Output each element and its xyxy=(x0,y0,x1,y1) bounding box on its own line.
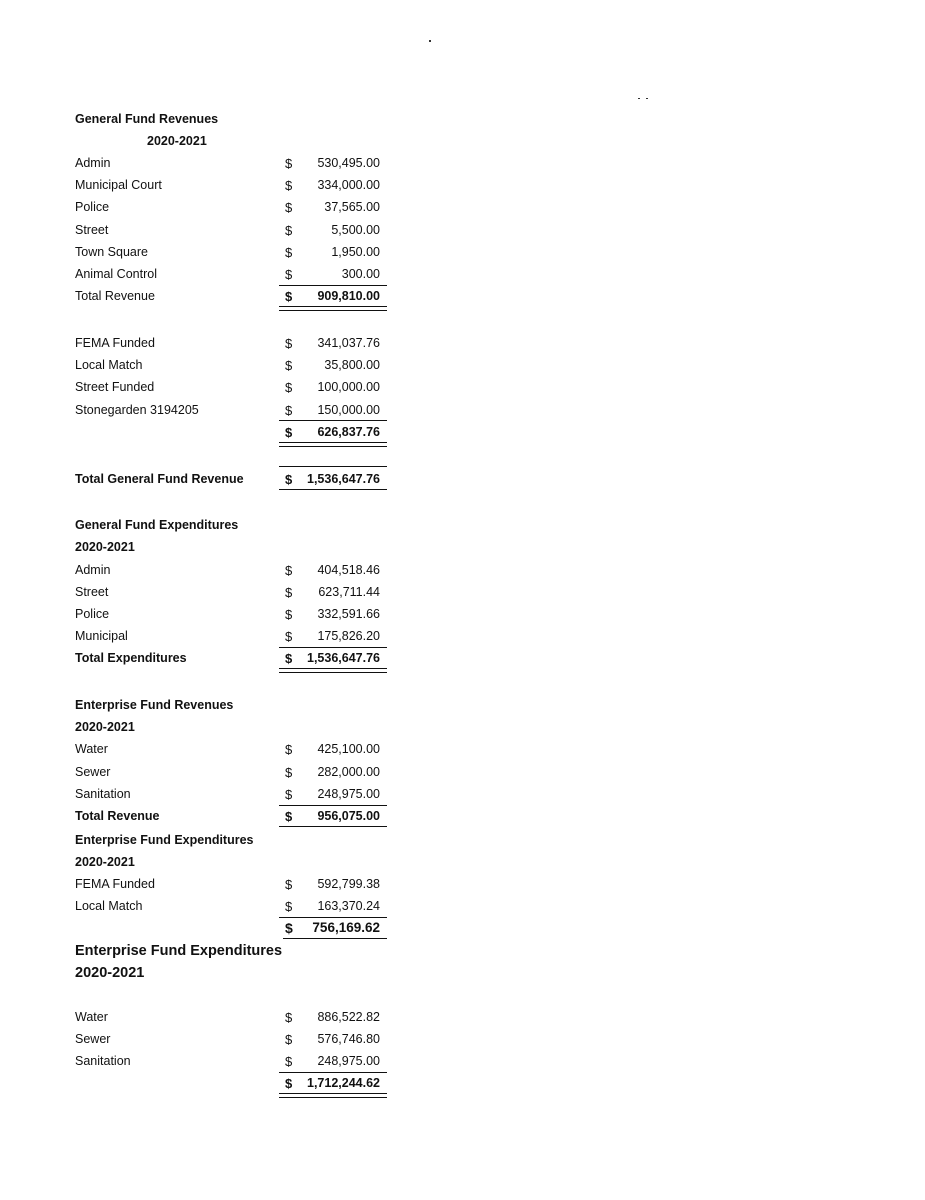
row-amount: 425,100.00 xyxy=(317,742,380,756)
row-amount: 248,975.00 xyxy=(317,787,380,801)
subtotal-rule xyxy=(279,1072,387,1073)
currency-symbol: $ xyxy=(285,223,293,238)
total-label: Total Expenditures xyxy=(75,651,187,665)
currency-symbol: $ xyxy=(285,156,293,171)
total-label: Total Revenue xyxy=(75,289,155,303)
row-amount: 886,522.82 xyxy=(317,1010,380,1024)
section-title: Enterprise Fund Revenues xyxy=(75,698,234,712)
row-amount: 334,000.00 xyxy=(317,178,380,192)
section-year: 2020-2021 xyxy=(147,134,207,148)
row-label: Animal Control xyxy=(75,267,157,281)
row-label: Police xyxy=(75,200,110,214)
row-amount: 37,565.00 xyxy=(324,200,380,214)
total-amount: 626,837.76 xyxy=(317,425,380,439)
currency-symbol: $ xyxy=(285,563,293,578)
row-label: Town Square xyxy=(75,245,148,259)
section-title: General Fund Expenditures xyxy=(75,518,239,532)
row-label: Sewer xyxy=(75,1032,111,1046)
currency-symbol: $ xyxy=(285,899,293,914)
row-label: FEMA Funded xyxy=(75,877,155,891)
section-year: 2020-2021 xyxy=(75,540,135,554)
total-amount: 1,536,647.76 xyxy=(307,651,380,665)
currency-symbol: $ xyxy=(285,877,293,892)
row-amount: 248,975.00 xyxy=(317,1054,380,1068)
section-title: General Fund Revenues xyxy=(75,112,219,126)
row-amount: 1,950.00 xyxy=(331,245,380,259)
currency-symbol: $ xyxy=(285,787,293,802)
row-amount: 35,800.00 xyxy=(324,358,380,372)
scan-speck xyxy=(638,98,640,99)
row-label: Local Match xyxy=(75,899,143,913)
currency-symbol: $ xyxy=(285,289,293,304)
row-amount: 404,518.46 xyxy=(317,563,380,577)
double-underline xyxy=(279,1093,387,1098)
row-amount: 100,000.00 xyxy=(317,380,380,394)
section-title: Enterprise Fund Expenditures xyxy=(75,943,283,959)
currency-symbol: $ xyxy=(285,809,293,824)
currency-symbol: $ xyxy=(285,920,293,936)
currency-symbol: $ xyxy=(285,1010,293,1025)
subtotal-rule xyxy=(279,805,387,806)
currency-symbol: $ xyxy=(285,472,293,487)
row-label: Admin xyxy=(75,563,111,577)
currency-symbol: $ xyxy=(285,380,293,395)
total-amount: 1,536,647.76 xyxy=(307,472,380,486)
currency-symbol: $ xyxy=(285,1054,293,1069)
row-label: Sewer xyxy=(75,765,111,779)
currency-symbol: $ xyxy=(285,200,293,215)
currency-symbol: $ xyxy=(285,267,293,282)
row-label: Water xyxy=(75,1010,108,1024)
row-amount: 341,037.76 xyxy=(317,336,380,350)
row-label: Street xyxy=(75,585,109,599)
currency-symbol: $ xyxy=(285,358,293,373)
total-bottom-rule xyxy=(283,938,387,939)
section-year: 2020-2021 xyxy=(75,855,135,869)
row-amount: 530,495.00 xyxy=(317,156,380,170)
row-label: Water xyxy=(75,742,108,756)
subtotal-rule xyxy=(279,420,387,421)
row-amount: 150,000.00 xyxy=(317,403,380,417)
currency-symbol: $ xyxy=(285,425,293,440)
scan-speck xyxy=(429,40,431,42)
total-amount: 1,712,244.62 xyxy=(307,1076,380,1090)
total-label: Total Revenue xyxy=(75,809,160,823)
total-amount: 956,075.00 xyxy=(317,809,380,823)
row-label: FEMA Funded xyxy=(75,336,155,350)
currency-symbol: $ xyxy=(285,607,293,622)
row-amount: 282,000.00 xyxy=(317,765,380,779)
double-underline xyxy=(279,668,387,673)
row-label: Local Match xyxy=(75,358,143,372)
row-amount: 592,799.38 xyxy=(317,877,380,891)
total-amount: 909,810.00 xyxy=(317,289,380,303)
total-label: Total General Fund Revenue xyxy=(75,472,244,486)
subtotal-rule xyxy=(279,285,387,286)
total-bottom-rule xyxy=(279,826,387,827)
section-year: 2020-2021 xyxy=(75,965,145,981)
row-amount: 623,711.44 xyxy=(318,585,380,599)
row-amount: 163,370.24 xyxy=(317,899,380,913)
total-amount: 756,169.62 xyxy=(312,920,380,935)
currency-symbol: $ xyxy=(285,651,293,666)
subtotal-rule xyxy=(279,917,387,918)
total-top-rule xyxy=(279,466,387,467)
currency-symbol: $ xyxy=(285,585,293,600)
currency-symbol: $ xyxy=(285,403,293,418)
row-label: Sanitation xyxy=(75,787,131,801)
row-label: Municipal Court xyxy=(75,178,162,192)
row-label: Street xyxy=(75,223,109,237)
row-amount: 576,746.80 xyxy=(317,1032,380,1046)
currency-symbol: $ xyxy=(285,742,293,757)
currency-symbol: $ xyxy=(285,178,293,193)
row-label: Admin xyxy=(75,156,111,170)
section-year: 2020-2021 xyxy=(75,720,135,734)
double-underline xyxy=(279,442,387,447)
row-amount: 5,500.00 xyxy=(331,223,380,237)
row-label: Police xyxy=(75,607,110,621)
scan-speck xyxy=(646,98,648,99)
double-underline xyxy=(279,306,387,311)
row-label: Municipal xyxy=(75,629,128,643)
currency-symbol: $ xyxy=(285,1032,293,1047)
row-amount: 175,826.20 xyxy=(317,629,380,643)
currency-symbol: $ xyxy=(285,1076,293,1091)
subtotal-rule xyxy=(279,647,387,648)
row-label: Stonegarden 3194205 xyxy=(75,403,199,417)
currency-symbol: $ xyxy=(285,336,293,351)
row-label: Street Funded xyxy=(75,380,155,394)
row-label: Sanitation xyxy=(75,1054,131,1068)
currency-symbol: $ xyxy=(285,245,293,260)
currency-symbol: $ xyxy=(285,765,293,780)
total-bottom-rule xyxy=(279,489,387,490)
section-title: Enterprise Fund Expenditures xyxy=(75,833,254,847)
currency-symbol: $ xyxy=(285,629,293,644)
row-amount: 332,591.66 xyxy=(317,607,380,621)
row-amount: 300.00 xyxy=(341,267,380,281)
